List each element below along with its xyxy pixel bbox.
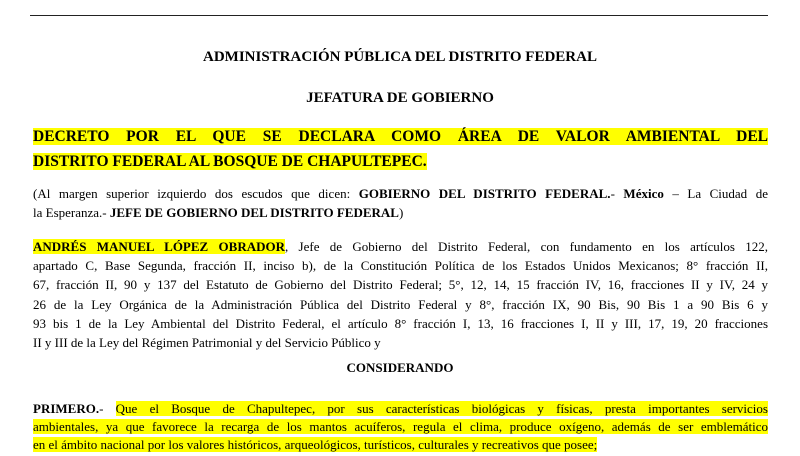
primero-line-3: en el ámbito nacional por los valores históricos, arqueológicos, turísticos, culturales y recreativos que posee; xyxy=(33,437,598,452)
document-subtitle: JEFATURA DE GOBIERNO xyxy=(306,90,494,106)
primero-dash: - xyxy=(99,401,116,416)
preamble-line-6: II y III de la Ley del Régimen Patrimonial y del Servicio Público y xyxy=(33,335,381,351)
primero-paragraph xyxy=(33,400,768,454)
primero-label: PRIMERO. xyxy=(33,401,100,416)
considerando-heading: CONSIDERANDO xyxy=(346,360,454,375)
margin-note-close: ) xyxy=(398,205,404,221)
preamble-line-1: , Jefe de Gobierno del Distrito Federal, con fundamento en los artículos 122, xyxy=(284,239,768,254)
primero-line-1: Que el Bosque de Chapultepec, por sus características biológicas y físicas, presta importantes servicios xyxy=(115,401,768,416)
margin-note-dash: - xyxy=(610,186,624,201)
margin-note-city-2: la Esperanza.- xyxy=(33,205,110,221)
decree-title-line-1: DECRETO POR EL QUE SE DECLARA COMO ÁREA DE VALOR AMBIENTAL DEL xyxy=(33,128,768,145)
preamble-line-5: 93 bis 1 de la Ley Ambiental del Distrito Federal, el artículo 8° fracción I, 13, 16 fracciones I, II y III, 17, 19, 20 fracciones xyxy=(33,315,768,331)
preamble-line-4: 26 de la Ley Orgánica de la Administración Pública del Distrito Federal y 8°, fracción IX, 90 Bis, 90 Bis 1 a 90 Bis 6 y xyxy=(33,296,768,312)
governor-name: ANDRÉS MANUEL LÓPEZ OBRADOR xyxy=(33,239,285,254)
preamble-line-3: 67, fracción II, 90 y 137 del Estatuto de Gobierno del Distrito Federal; 5°, 12, 14, 15 fracción IV, 16, fracciones II y IV, 24 y xyxy=(33,277,768,293)
top-rule xyxy=(30,15,768,16)
margin-note-mexico: México xyxy=(623,186,664,201)
preamble-paragraph xyxy=(33,237,768,352)
margin-note-city: – La Ciudad de xyxy=(663,186,768,201)
margin-note-jefe: JEFE DE GOBIERNO DEL DISTRITO FEDERAL xyxy=(109,205,399,221)
margin-note-gov-df: GOBIERNO DEL DISTRITO FEDERAL. xyxy=(358,186,611,201)
document-title: ADMINISTRACIÓN PÚBLICA DEL DISTRITO FEDERAL xyxy=(203,49,597,65)
preamble-line-2: apartado C, Base Segunda, fracción II, inciso b), de la Constitución Política de los Estados Unidos Mexicanos; 8° fracción II, xyxy=(33,258,768,274)
margin-note-intro: (Al margen superior izquierdo dos escudos que dicen: xyxy=(33,186,359,201)
decree-title xyxy=(33,124,768,174)
decree-title-line-2: DISTRITO FEDERAL AL BOSQUE DE CHAPULTEPEC. xyxy=(33,153,427,170)
margin-note xyxy=(33,184,768,222)
primero-line-2: ambientales, ya que favorece la recarga de los mantos acuíferos, regula el clima, produce oxígeno, además de ser emblemático xyxy=(33,419,768,434)
